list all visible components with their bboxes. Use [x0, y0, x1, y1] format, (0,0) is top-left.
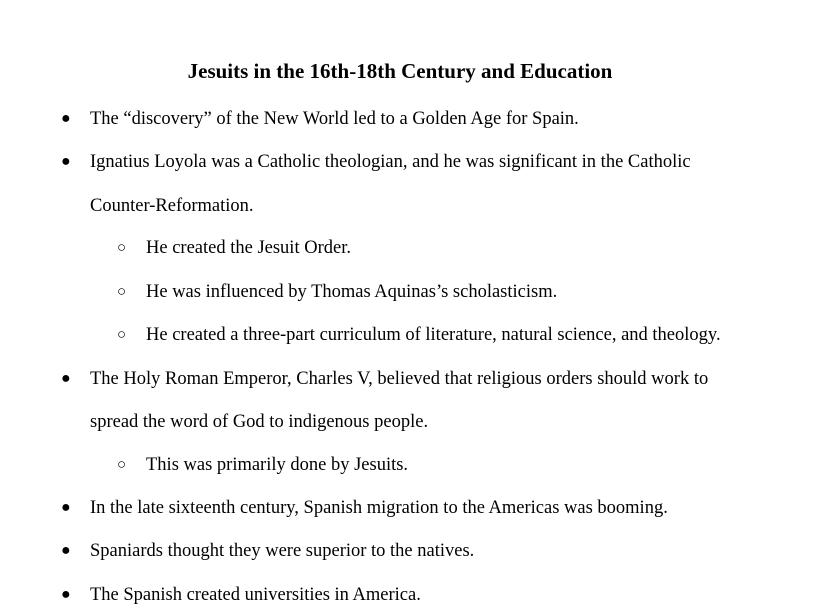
bullet-icon: ● [61, 153, 71, 170]
list-item-text: Spaniards thought they were superior to the natives. [90, 541, 475, 561]
list-item-text-continued: Counter-Reformation. [90, 196, 254, 216]
sub-list-item-text: He created a three-part curriculum of literature, natural science, and theology. [146, 325, 721, 345]
bullet-icon: ● [61, 370, 71, 387]
list-item-text: The Holy Roman Emperor, Charles V, believed that religious orders should work to [90, 369, 709, 389]
sub-bullet-icon: ○ [117, 457, 127, 473]
sub-bullet-icon: ○ [117, 240, 127, 256]
bullet-icon: ● [61, 499, 71, 516]
document-title: Jesuits in the 16th-18th Century and Education [187, 59, 613, 83]
list-item-text: The Spanish created universities in America. [90, 585, 421, 605]
bullet-icon: ● [61, 110, 71, 127]
sub-list-item-text: He was influenced by Thomas Aquinas’s scholasticism. [146, 282, 558, 302]
sub-bullet-icon: ○ [117, 327, 127, 343]
bullet-icon: ● [61, 586, 71, 603]
sub-list-item-text: This was primarily done by Jesuits. [146, 455, 409, 475]
sub-bullet-icon: ○ [117, 284, 127, 300]
list-item-text: In the late sixteenth century, Spanish migration to the Americas was booming. [90, 498, 668, 518]
list-item-text: Ignatius Loyola was a Catholic theologian, and he was significant in the Catholic [90, 152, 691, 172]
list-item-text-continued: spread the word of God to indigenous people. [90, 412, 429, 432]
bullet-icon: ● [61, 542, 71, 559]
sub-list-item-text: He created the Jesuit Order. [146, 238, 351, 258]
list-item-text: The “discovery” of the New World led to a Golden Age for Spain. [90, 109, 579, 129]
